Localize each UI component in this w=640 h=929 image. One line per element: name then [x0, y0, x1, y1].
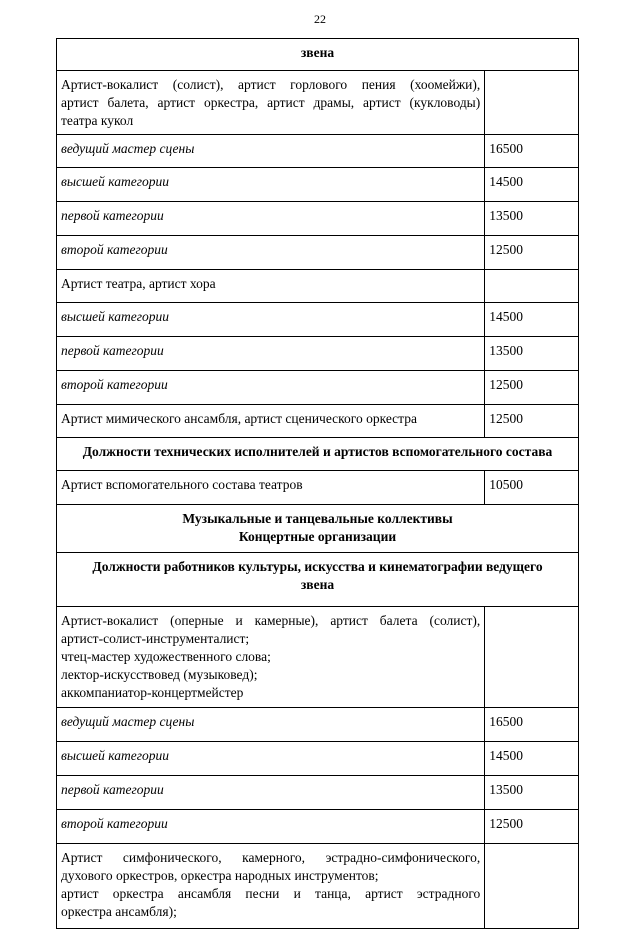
table-row — [57, 405, 579, 438]
table-row — [57, 505, 579, 553]
category-cell: второй категории — [57, 236, 485, 270]
table-row — [57, 607, 579, 708]
salary-cell — [485, 844, 579, 929]
section-header: звена — [57, 39, 579, 71]
position-cell — [57, 71, 485, 135]
table-row — [57, 303, 579, 337]
table-row — [57, 708, 579, 742]
section-header-line: Должности работников культуры, искусства и кинематографии ведущего — [92, 559, 543, 574]
salary-cell: 16500 — [485, 135, 579, 168]
table-row — [57, 844, 579, 929]
position-line: Артист-вокалист (солист), артист горлового пения (хоомейжи), — [61, 77, 481, 92]
salary-cell: 14500 — [485, 168, 579, 202]
salary-cell: 13500 — [485, 337, 579, 371]
salary-cell: 12500 — [485, 236, 579, 270]
section-header-line: звена — [300, 577, 335, 592]
table-row — [57, 71, 579, 135]
salary-cell: 10500 — [485, 471, 579, 505]
salary-cell: 16500 — [485, 708, 579, 742]
table-row — [57, 337, 579, 371]
table-row — [57, 742, 579, 776]
page-number: 22 — [314, 12, 326, 26]
salary-cell: 12500 — [485, 405, 579, 438]
table-row — [57, 371, 579, 405]
category-cell: высшей категории — [57, 742, 485, 776]
category-cell: второй категории — [57, 371, 485, 405]
position-line: артист оркестра ансамбля песни и танца, артист эстрадного — [61, 886, 481, 901]
category-cell: высшей категории — [57, 168, 485, 202]
salary-cell: 14500 — [485, 742, 579, 776]
section-header-line: Музыкальные и танцевальные коллективы — [182, 511, 453, 526]
table-row — [57, 810, 579, 844]
table-row — [57, 553, 579, 607]
section-header-line: Концертные организации — [238, 529, 397, 544]
category-cell: высшей категории — [57, 303, 485, 337]
table-row — [57, 135, 579, 168]
position-line: чтец-мастер художественного слова; — [61, 649, 271, 664]
position-line: Артист-вокалист (оперные и камерные), артист балета (солист), — [61, 613, 481, 628]
position-line: Артист симфонического, камерного, эстрадно-симфонического, — [61, 850, 481, 865]
category-cell: ведущий мастер сцены — [57, 708, 485, 742]
position-cell: Артист театра, артист хора — [57, 270, 485, 303]
salary-table — [56, 38, 579, 929]
salary-cell: 13500 — [485, 202, 579, 236]
category-cell: первой категории — [57, 202, 485, 236]
salary-cell: 12500 — [485, 371, 579, 405]
salary-cell: 12500 — [485, 810, 579, 844]
salary-cell — [485, 270, 579, 303]
section-header: Должности технических исполнителей и артистов вспомогательного состава — [57, 438, 579, 471]
position-line: театра кукол — [61, 113, 134, 128]
section-header — [57, 553, 579, 607]
table-row — [57, 471, 579, 505]
salary-cell — [485, 607, 579, 708]
table-row — [57, 438, 579, 471]
table-row — [57, 202, 579, 236]
table-row — [57, 270, 579, 303]
salary-cell: 13500 — [485, 776, 579, 810]
category-cell: первой категории — [57, 776, 485, 810]
table-row — [57, 776, 579, 810]
salary-cell — [485, 71, 579, 135]
table-row — [57, 168, 579, 202]
position-line: артист балета, артист оркестра, артист драмы, артист (кукловоды) — [61, 95, 481, 110]
category-cell: первой категории — [57, 337, 485, 371]
category-cell: второй категории — [57, 810, 485, 844]
section-header — [57, 505, 579, 553]
salary-cell: 14500 — [485, 303, 579, 337]
position-line: духового оркестров, оркестра народных инструментов; — [61, 868, 379, 883]
position-cell — [57, 844, 485, 929]
position-cell — [57, 607, 485, 708]
position-line: лектор-искусствовед (музыковед); — [61, 667, 258, 682]
table-row — [57, 236, 579, 270]
position-cell: Артист вспомогательного состава театров — [57, 471, 485, 505]
position-line: оркестра ансамбля); — [61, 904, 177, 919]
position-cell: Артист мимического ансамбля, артист сценического оркестра — [57, 405, 485, 438]
position-line: аккомпаниатор-концертмейстер — [61, 685, 244, 700]
position-line: артист-солист-инструменталист; — [61, 631, 250, 646]
category-cell: ведущий мастер сцены — [57, 135, 485, 168]
table-row — [57, 39, 579, 71]
